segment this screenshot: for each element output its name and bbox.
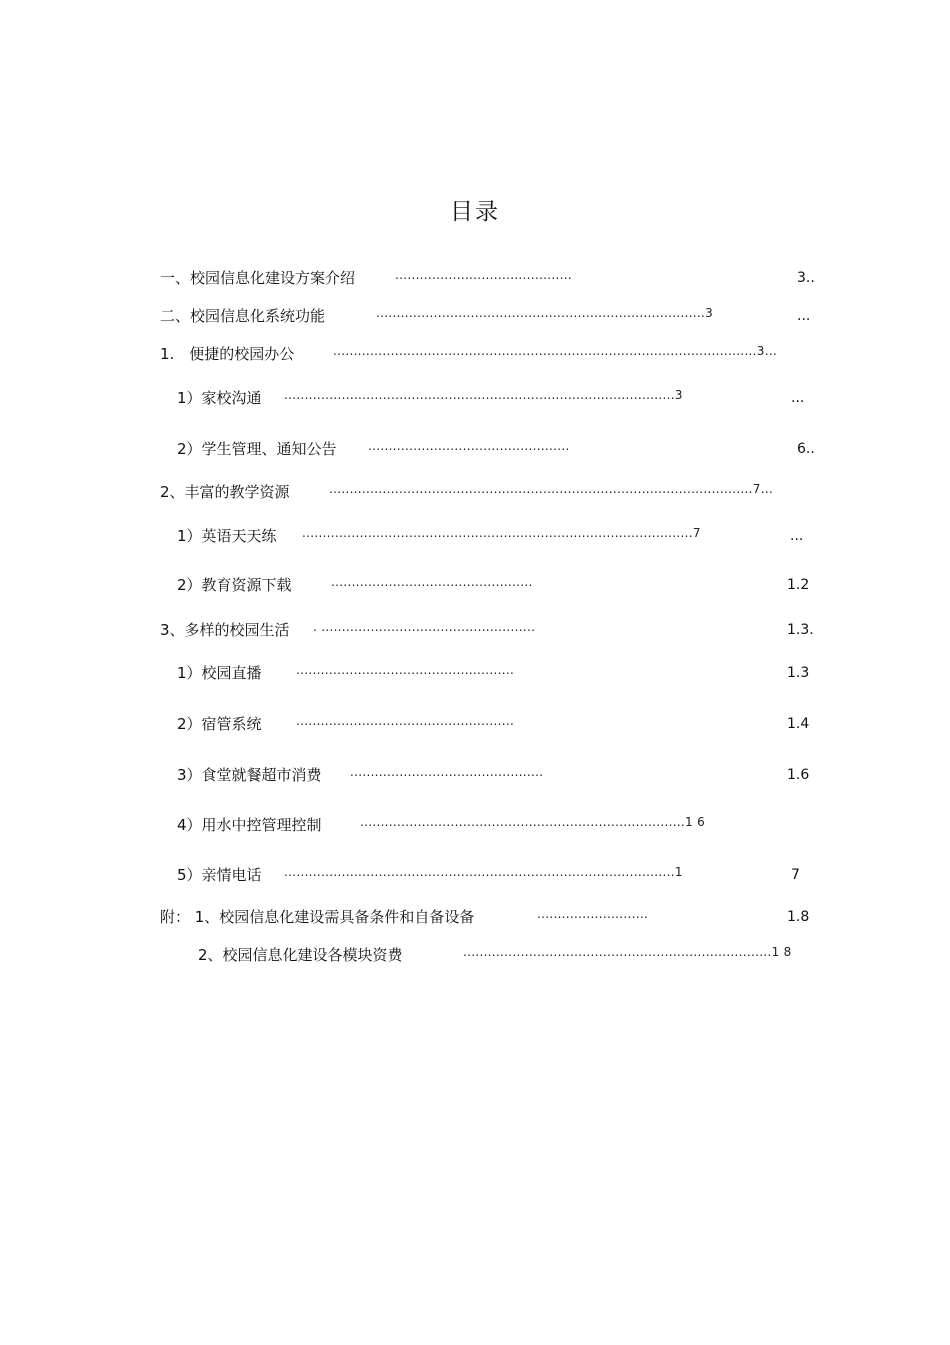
toc-entry-leader: ...........................	[537, 907, 649, 921]
toc-entry-label: 2）学生管理、通知公告	[177, 440, 337, 458]
toc-entry-label: 一、校园信息化建设方案介绍	[160, 269, 356, 287]
toc-entry-page: 1.4	[787, 716, 810, 732]
toc-entry-label: 2）教育资源下载	[177, 576, 292, 594]
toc-entry	[0, 662, 950, 684]
toc-entry-label: 1）家校沟通	[177, 389, 262, 407]
toc-entry-leader: .....................................................	[296, 663, 515, 677]
toc-entry	[0, 267, 950, 289]
toc-entry-label: 附： 1、校园信息化建设需具备条件和自备设备	[160, 908, 475, 926]
toc-entry-leader: .................................................	[331, 575, 533, 589]
toc-entry-leader: ...........................................	[395, 268, 572, 282]
toc-entry-page: 3..	[797, 270, 815, 286]
toc-entry-page: 1.8	[787, 909, 810, 925]
toc-entry	[0, 387, 950, 409]
toc-entry-label: 5）亲情电话	[177, 866, 262, 884]
toc-entry-label: 3）食堂就餐超市消费	[177, 766, 322, 784]
toc-entry	[0, 305, 950, 327]
toc-entry-page: 1.3.	[787, 622, 814, 638]
toc-entry-page: 1.3	[787, 665, 810, 681]
toc-entry-page: ...	[790, 528, 804, 544]
toc-entry-leader: . ....................................................	[313, 620, 536, 634]
toc-entry	[0, 906, 950, 928]
toc-entry-leader: ...............................................	[350, 765, 544, 779]
toc-entry-leader: .................................................	[368, 439, 570, 453]
toc-entry-page: 6..	[797, 441, 815, 457]
toc-entry	[0, 481, 950, 503]
toc-entry-label: 二、校园信息化系统功能	[160, 307, 326, 325]
toc-entry-label: 4）用水中控管理控制	[177, 816, 322, 834]
toc-entry-label: 1）校园直播	[177, 664, 262, 682]
toc-entry-leader: ...........................................................................1 8	[463, 945, 792, 959]
toc-entry-leader: ...............................................................................................1	[284, 865, 683, 879]
toc-entry-label: 2）宿管系统	[177, 715, 262, 733]
toc-entry	[0, 574, 950, 596]
toc-entry	[0, 864, 950, 886]
toc-entry	[0, 764, 950, 786]
toc-entry-label: 1. 便捷的校园办公	[160, 345, 295, 363]
toc-entry	[0, 814, 950, 836]
toc-entry-label: 1）英语天天练	[177, 527, 277, 545]
toc-entry	[0, 525, 950, 547]
toc-entry-label: 2、丰富的教学资源	[160, 483, 290, 501]
toc-entry-page: ...	[791, 390, 805, 406]
toc-entry-label: 2、校园信息化建设各模块资费	[198, 946, 403, 964]
toc-entry-leader: ...............................................................................................7	[302, 526, 701, 540]
toc-entry-page: 1.6	[787, 767, 810, 783]
toc-entry-page: ...	[797, 308, 811, 324]
toc-entry	[0, 438, 950, 460]
toc-entry-leader: .......................................................................................................7...	[329, 482, 774, 496]
toc-entry-leader: .......................................................................................................3...	[333, 344, 778, 358]
toc-entry-label: 3、多样的校园生活	[160, 621, 290, 639]
toc-entry-leader: ................................................................................3	[376, 306, 714, 320]
toc-entry	[0, 619, 950, 641]
page-title: 目录	[450, 199, 500, 225]
toc-entry-leader: .....................................................	[296, 714, 515, 728]
toc-entry-leader: ...............................................................................1 6	[360, 815, 706, 829]
toc-entry-page: 1.2	[787, 577, 810, 593]
toc-entry	[0, 713, 950, 735]
toc-entry-page: 7	[791, 867, 800, 883]
toc-entry	[0, 944, 950, 966]
toc-entry	[0, 343, 950, 365]
toc-entry-leader: ...............................................................................................3	[284, 388, 683, 402]
